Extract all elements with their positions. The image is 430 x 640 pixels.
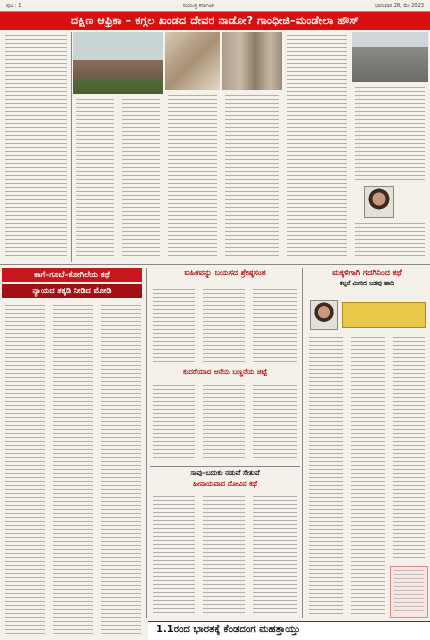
column-divider bbox=[71, 32, 72, 262]
issue-date: ಭಾನುವಾರ 28, ಮೇ 2023 bbox=[374, 2, 424, 9]
center-column-5 bbox=[200, 382, 248, 464]
center-lower-subheadline: ಹೀನಾಯವಾದ ನೋವಿನ ಕಥೆ bbox=[192, 480, 258, 488]
center-lower-column-2 bbox=[200, 493, 248, 619]
center-column-4 bbox=[150, 382, 198, 464]
center-column-1 bbox=[150, 286, 198, 366]
right-story-subheadline: ಕಲ್ಪನೆ ಮೀರಿದ ಬಡವು ಹಾದಿ bbox=[339, 280, 395, 287]
right-story-heading bbox=[306, 268, 428, 296]
article-column-3 bbox=[119, 96, 163, 262]
article-column-6 bbox=[284, 32, 350, 262]
left-story-column-3 bbox=[98, 302, 144, 637]
bottom-banner bbox=[148, 621, 430, 640]
page-number: ಪುಟ : 1 bbox=[6, 2, 22, 9]
room-photo bbox=[165, 32, 220, 90]
center-column-3 bbox=[250, 286, 300, 366]
right-column-3 bbox=[390, 334, 428, 564]
left-story-column-1 bbox=[2, 302, 48, 637]
column-divider bbox=[302, 268, 303, 618]
column-divider bbox=[146, 268, 147, 618]
center-column-6 bbox=[250, 382, 300, 464]
center-lower-heading bbox=[150, 469, 300, 491]
center-story-heading bbox=[150, 268, 300, 284]
right-column-2 bbox=[348, 334, 388, 618]
author-bio bbox=[352, 220, 428, 262]
article-column-1 bbox=[2, 32, 70, 262]
author-portrait bbox=[364, 186, 394, 218]
left-story-subheadline: ನ್ಯಾಯದ ತಕ್ಕಡಿ ನೀಡಿದ ಮೋಡಿ bbox=[2, 284, 142, 298]
book-cover-badge bbox=[342, 302, 426, 328]
article-column-4 bbox=[165, 92, 220, 262]
center-column-2 bbox=[200, 286, 248, 366]
left-story-heading bbox=[2, 268, 142, 300]
writer-portrait bbox=[310, 300, 338, 330]
newspaper-name: ಸಂಯುಕ್ತ ಕರ್ನಾಟಕ bbox=[182, 2, 214, 9]
article-column-7 bbox=[352, 84, 428, 184]
hall-photo bbox=[222, 32, 282, 90]
article-column-5 bbox=[222, 92, 282, 262]
right-sidebar-box bbox=[390, 566, 428, 618]
center-lower-column-3 bbox=[250, 493, 300, 619]
article-column-2 bbox=[73, 96, 117, 262]
center-lower-headline: ಸಾವು–ಬದುಕು ನಡುವೆ ಸೇತುವೆ bbox=[190, 469, 260, 477]
street-photo bbox=[352, 32, 428, 82]
house-photo bbox=[73, 32, 163, 94]
main-banner-headline: ದಕ್ಷಿಣ ಆಫ್ರಿಕಾ – ಕಗ್ಗಲ ಖಂಡದ ದೇವರ ನಾಡೋ? ಗಾಂಧೀಜಿ–ಮಂಡೇಲಾ ಹೌಸ್ bbox=[0, 12, 430, 30]
left-story-column-2 bbox=[50, 302, 96, 637]
center-story-headline: ಐಹಿಕವನ್ನು ಬಯಸದ ಶ್ರೇಷ್ಠಸಂತ bbox=[184, 268, 266, 277]
center-story-subheadline: ಕುದರೆಯಾದ ಆನೆಯ ಬಣ್ಣನೆಯ ಚಿಟ್ಟೆ bbox=[183, 368, 267, 376]
left-story-headline: ಕಾಗೆ–ಗೂಬೆ–ಕೋಗಿಲೆಯ ಕಥೆ bbox=[2, 268, 142, 282]
bottom-banner-headline: 1.1ರಂದ ಭಾರತಕ್ಕೆ ಕೆಂಡದಂಗ ಮಹತ್ತಾಯ್ತು bbox=[156, 624, 300, 635]
right-column-1 bbox=[306, 334, 346, 618]
section-divider bbox=[0, 264, 430, 265]
masthead bbox=[0, 0, 430, 12]
section-divider bbox=[150, 466, 300, 467]
center-lower-column-1 bbox=[150, 493, 198, 619]
right-story-headline: ಮಕ್ಕಳಿಗಾಗಿ ಗದಗಿನಿಂದ ಕಥೆ bbox=[332, 268, 402, 277]
center-sub-heading bbox=[150, 368, 300, 380]
